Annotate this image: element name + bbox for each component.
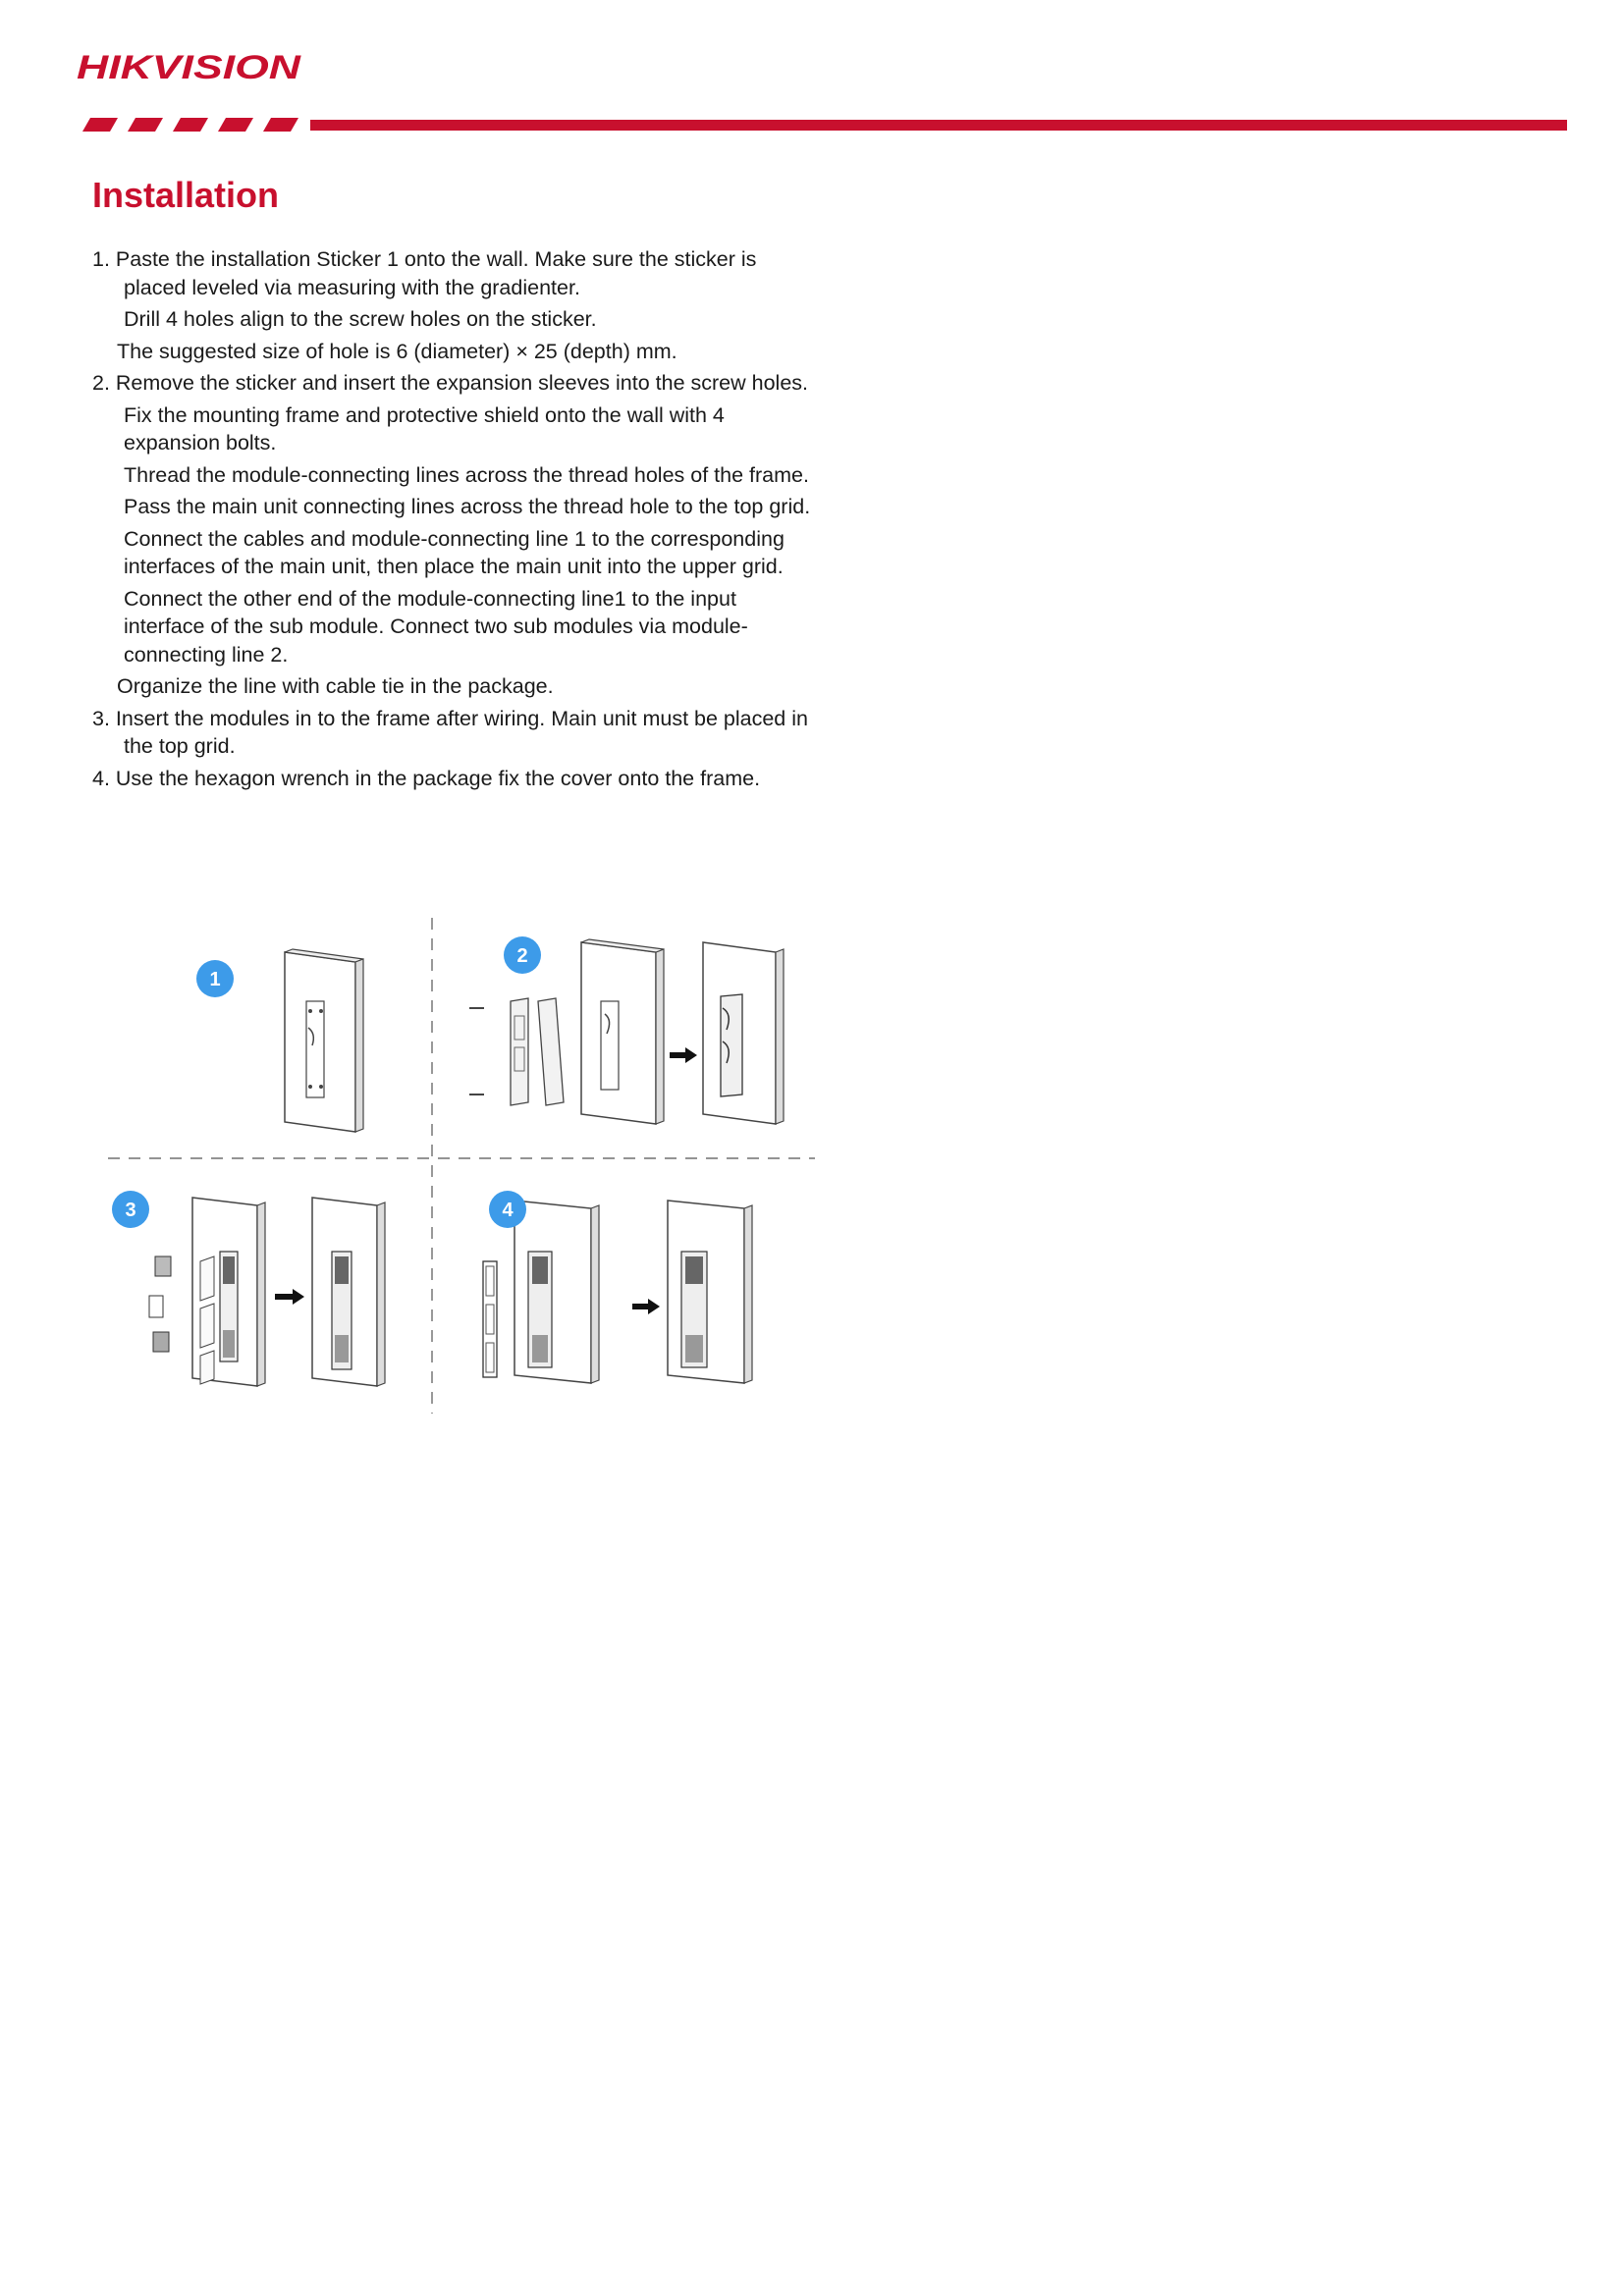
- step-badge-1: [196, 960, 234, 997]
- step-3: 3. Insert the modules in to the frame after wiring. Main unit must be placed in the top grid.: [92, 706, 808, 758]
- installation-steps: [92, 245, 819, 796]
- step-badge-4: [489, 1191, 526, 1228]
- panel-4-fix-cover: [483, 1201, 752, 1383]
- panel-1-wall-sticker: [285, 949, 363, 1132]
- step-2: 2. Remove the sticker and insert the expansion sleeves into the screw holes.: [92, 371, 808, 395]
- hikvision-logo-mark: [77, 47, 302, 86]
- page-title: Installation: [92, 175, 280, 215]
- badge-4-label: 4: [502, 1200, 514, 1221]
- step-2-pass-lines: Pass the main unit connecting lines across the thread hole to the top grid.: [124, 495, 811, 518]
- panel-3-insert-modules: [149, 1198, 385, 1386]
- step-2-organize: Organize the line with cable tie in the package.: [117, 674, 554, 698]
- badge-3-label: 3: [125, 1200, 136, 1221]
- step-1: 1. Paste the installation Sticker 1 onto the wall. Make sure the sticker is placed leveled via measuring with the gradienter.: [92, 247, 757, 299]
- header-stripe: [75, 116, 1567, 133]
- installation-diagram: [98, 918, 825, 1414]
- badge-2-label: 2: [516, 945, 528, 967]
- step-2-fix-frame: Fix the mounting frame and protective shield onto the wall with 4 expansion bolts.: [124, 402, 725, 454]
- step-2-connect-sub-module: Connect the other end of the module-connecting line1 to the input interface of the sub module. Connect two sub modules via module-connecting line 2.: [124, 586, 748, 667]
- step-4: 4. Use the hexagon wrench in the package fix the cover onto the frame.: [92, 766, 761, 790]
- step-2-connect-cables: Connect the cables and module-connecting line 1 to the corresponding interfaces of the main unit, then place the main unit into the upper grid.: [124, 526, 785, 578]
- step-2-thread-lines: Thread the module-connecting lines across the thread holes of the frame.: [124, 462, 809, 487]
- step-1-hole-size: The suggested size of hole is 6 (diameter) × 25 (depth) mm.: [117, 339, 677, 363]
- svg-text:HIKVISION: HIKVISION: [77, 49, 302, 86]
- badge-1-label: 1: [209, 969, 221, 990]
- step-badge-2: [504, 936, 541, 974]
- step-1-drill: Drill 4 holes align to the screw holes on the sticker.: [124, 307, 597, 331]
- step-badge-3: [112, 1191, 149, 1228]
